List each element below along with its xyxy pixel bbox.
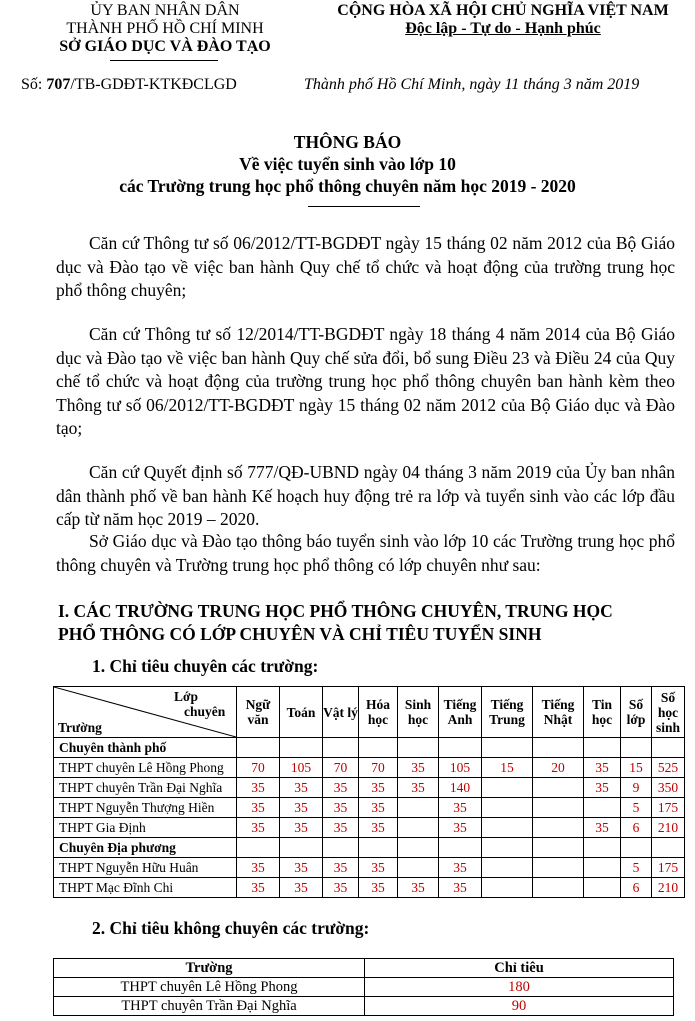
cell: 35 <box>280 878 323 898</box>
header-left-rule <box>110 60 218 61</box>
regular-quota-table <box>53 958 674 1016</box>
cell: 5 <box>621 798 652 818</box>
cell: 5 <box>621 858 652 878</box>
cell <box>533 778 584 798</box>
agency-name: ỦY BAN NHÂN DÂN <box>90 2 240 19</box>
cell: 35 <box>280 818 323 838</box>
table-header-row <box>54 959 674 978</box>
quota-value: 90 <box>365 997 674 1016</box>
cell: 210 <box>652 878 685 898</box>
col-header: Hóa học <box>359 687 398 738</box>
cell <box>482 858 533 878</box>
table-row <box>54 798 685 818</box>
cell <box>584 798 621 818</box>
cell <box>398 798 439 818</box>
specialized-quota-table <box>53 686 685 898</box>
cell: 35 <box>439 798 482 818</box>
table-row <box>54 878 685 898</box>
col-header: Sinh học <box>398 687 439 738</box>
cell <box>533 878 584 898</box>
subheading-quota-specialized: 1. Chỉ tiêu chuyên các trường: <box>92 656 319 676</box>
col-header: Tiếng Anh <box>439 687 482 738</box>
col-header: Tiếng Nhật <box>533 687 584 738</box>
cell: 105 <box>439 758 482 778</box>
group-row <box>54 838 685 858</box>
cell <box>482 818 533 838</box>
cell: 35 <box>359 878 398 898</box>
school-name: THPT chuyên Trần Đại Nghĩa <box>54 778 237 798</box>
corner-label-mid: chuyên <box>184 704 226 719</box>
school-name: THPT chuyên Trần Đại Nghĩa <box>54 997 365 1016</box>
cell: 15 <box>482 758 533 778</box>
group-label-local: Chuyên Địa phương <box>54 838 237 858</box>
cell: 35 <box>359 778 398 798</box>
cell: 35 <box>237 858 280 878</box>
place-date: Thành phố Hồ Chí Minh, ngày 11 tháng 3 năm 2019 <box>304 76 640 93</box>
cell: 35 <box>237 878 280 898</box>
table-header-row <box>54 687 685 738</box>
col-header: Toán <box>280 687 323 738</box>
cell: 6 <box>621 818 652 838</box>
cell: 35 <box>359 858 398 878</box>
cell <box>482 778 533 798</box>
col-header-school: Trường <box>54 959 365 978</box>
cell <box>584 858 621 878</box>
cell: 35 <box>323 858 359 878</box>
subheading-quota-regular: 2. Chỉ tiêu không chuyên các trường: <box>92 918 370 938</box>
school-name: THPT Mạc Đĩnh Chi <box>54 878 237 898</box>
col-header: Tiếng Trung <box>482 687 533 738</box>
cell: 35 <box>359 798 398 818</box>
table-row <box>54 778 685 798</box>
quota-value: 180 <box>365 978 674 997</box>
title-rule <box>308 206 420 207</box>
cell: 35 <box>237 818 280 838</box>
school-name: THPT Nguyễn Thượng Hiền <box>54 798 237 818</box>
cell: 35 <box>584 818 621 838</box>
col-header: Ngữ văn <box>237 687 280 738</box>
school-name: THPT chuyên Lê Hồng Phong <box>54 978 365 997</box>
cell: 9 <box>621 778 652 798</box>
cell: 70 <box>237 758 280 778</box>
cell: 35 <box>439 858 482 878</box>
school-name: THPT Gia Định <box>54 818 237 838</box>
cell: 210 <box>652 818 685 838</box>
cell: 35 <box>323 778 359 798</box>
cell: 35 <box>280 778 323 798</box>
national-motto: Độc lập - Tự do - Hạnh phúc <box>405 20 601 37</box>
cell: 35 <box>439 878 482 898</box>
national-title: CỘNG HÒA XÃ HỘI CHỦ NGHĨA VIỆT NAM <box>337 2 669 19</box>
school-name: THPT chuyên Lê Hồng Phong <box>54 758 237 778</box>
city-name: THÀNH PHỐ HỒ CHÍ MINH <box>66 20 264 37</box>
cell: 70 <box>323 758 359 778</box>
school-name: THPT Nguyễn Hữu Huân <box>54 858 237 878</box>
cell: 15 <box>621 758 652 778</box>
cell <box>533 858 584 878</box>
cell: 70 <box>359 758 398 778</box>
cell: 35 <box>280 858 323 878</box>
col-header: Số học sinh <box>652 687 685 738</box>
department-name: SỞ GIÁO DỤC VÀ ĐÀO TẠO <box>59 38 271 55</box>
col-header: Vật lý <box>323 687 359 738</box>
paragraph-1: Căn cứ Thông tư số 06/2012/TT-BGDĐT ngày 15 tháng 02 năm 2012 của Bộ Giáo dục và Đào tạo về việc ban hành Quy chế tổ chức và hoạt động của trường trung học phổ thông chuyên; <box>56 233 675 300</box>
table-row <box>54 978 674 997</box>
cell: 525 <box>652 758 685 778</box>
cell: 35 <box>398 878 439 898</box>
paragraph-4: Sở Giáo dục và Đào tạo thông báo tuyển sinh vào lớp 10 các Trường trung học phổ thông chuyên và Trường trung học phổ thông có lớp chuyên như sau: <box>56 531 675 575</box>
cell <box>482 878 533 898</box>
section-heading-line2: PHỔ THÔNG CÓ LỚP CHUYÊN VÀ CHỈ TIÊU TUYỂN SINH <box>58 624 542 644</box>
cell: 140 <box>439 778 482 798</box>
cell: 35 <box>280 798 323 818</box>
cell <box>533 818 584 838</box>
col-header-quota: Chỉ tiêu <box>365 959 674 978</box>
cell: 35 <box>237 798 280 818</box>
cell: 35 <box>584 758 621 778</box>
cell: 20 <box>533 758 584 778</box>
cell: 35 <box>323 878 359 898</box>
cell: 105 <box>280 758 323 778</box>
section-heading-line1: I. CÁC TRƯỜNG TRUNG HỌC PHỔ THÔNG CHUYÊN, TRUNG HỌC <box>58 601 613 621</box>
paragraph-3: Căn cứ Quyết định số 777/QĐ-UBND ngày 04 tháng 3 năm 2019 của Ủy ban nhân dân thành phố về ban hành Kế hoạch huy động trẻ ra lớp và tuyển sinh vào các lớp đầu cấp từ năm học 2019 – 2020. <box>56 462 675 529</box>
document-subject-line1: Về việc tuyển sinh vào lớp 10 <box>239 154 456 174</box>
document-subject-line2: các Trường trung học phổ thông chuyên năm học 2019 - 2020 <box>119 176 576 196</box>
cell: 35 <box>359 818 398 838</box>
group-row <box>54 738 685 758</box>
document-title: THÔNG BÁO <box>293 132 402 152</box>
cell <box>398 858 439 878</box>
col-header: Số lớp <box>621 687 652 738</box>
cell <box>533 798 584 818</box>
table-row <box>54 758 685 778</box>
table-row <box>54 818 685 838</box>
corner-label-top: Lớp <box>174 689 198 704</box>
cell: 35 <box>323 818 359 838</box>
cell: 35 <box>398 778 439 798</box>
group-label-city: Chuyên thành phố <box>54 738 237 758</box>
cell <box>482 798 533 818</box>
cell <box>584 878 621 898</box>
col-header: Tin học <box>584 687 621 738</box>
cell <box>398 818 439 838</box>
cell: 35 <box>237 778 280 798</box>
cell: 175 <box>652 798 685 818</box>
table-row <box>54 997 674 1016</box>
cell: 6 <box>621 878 652 898</box>
corner-label-bottom: Trường <box>58 720 102 735</box>
cell: 35 <box>439 818 482 838</box>
document-number: Số: 707/TB-GDĐT-KTKĐCLGD <box>21 76 237 93</box>
cell: 35 <box>323 798 359 818</box>
corner-header-cell <box>54 687 237 738</box>
paragraph-2: Căn cứ Thông tư số 12/2014/TT-BGDĐT ngày 18 tháng 4 năm 2014 của Bộ Giáo dục và Đào tạo về việc ban hành Quy chế sửa đổi, bổ sung Điều 23 và Điều 24 của Quy chế tổ chức và hoạt động của trường trung học phổ thông chuyên ban hành kèm theo Thông tư số 06/2012/TT-BGDĐT ngày 15 tháng 02 năm 2012 của Bộ Giáo dục và Đào tạo; <box>56 324 675 438</box>
cell: 35 <box>398 758 439 778</box>
table-row <box>54 858 685 878</box>
cell: 350 <box>652 778 685 798</box>
cell: 35 <box>584 778 621 798</box>
cell: 175 <box>652 858 685 878</box>
